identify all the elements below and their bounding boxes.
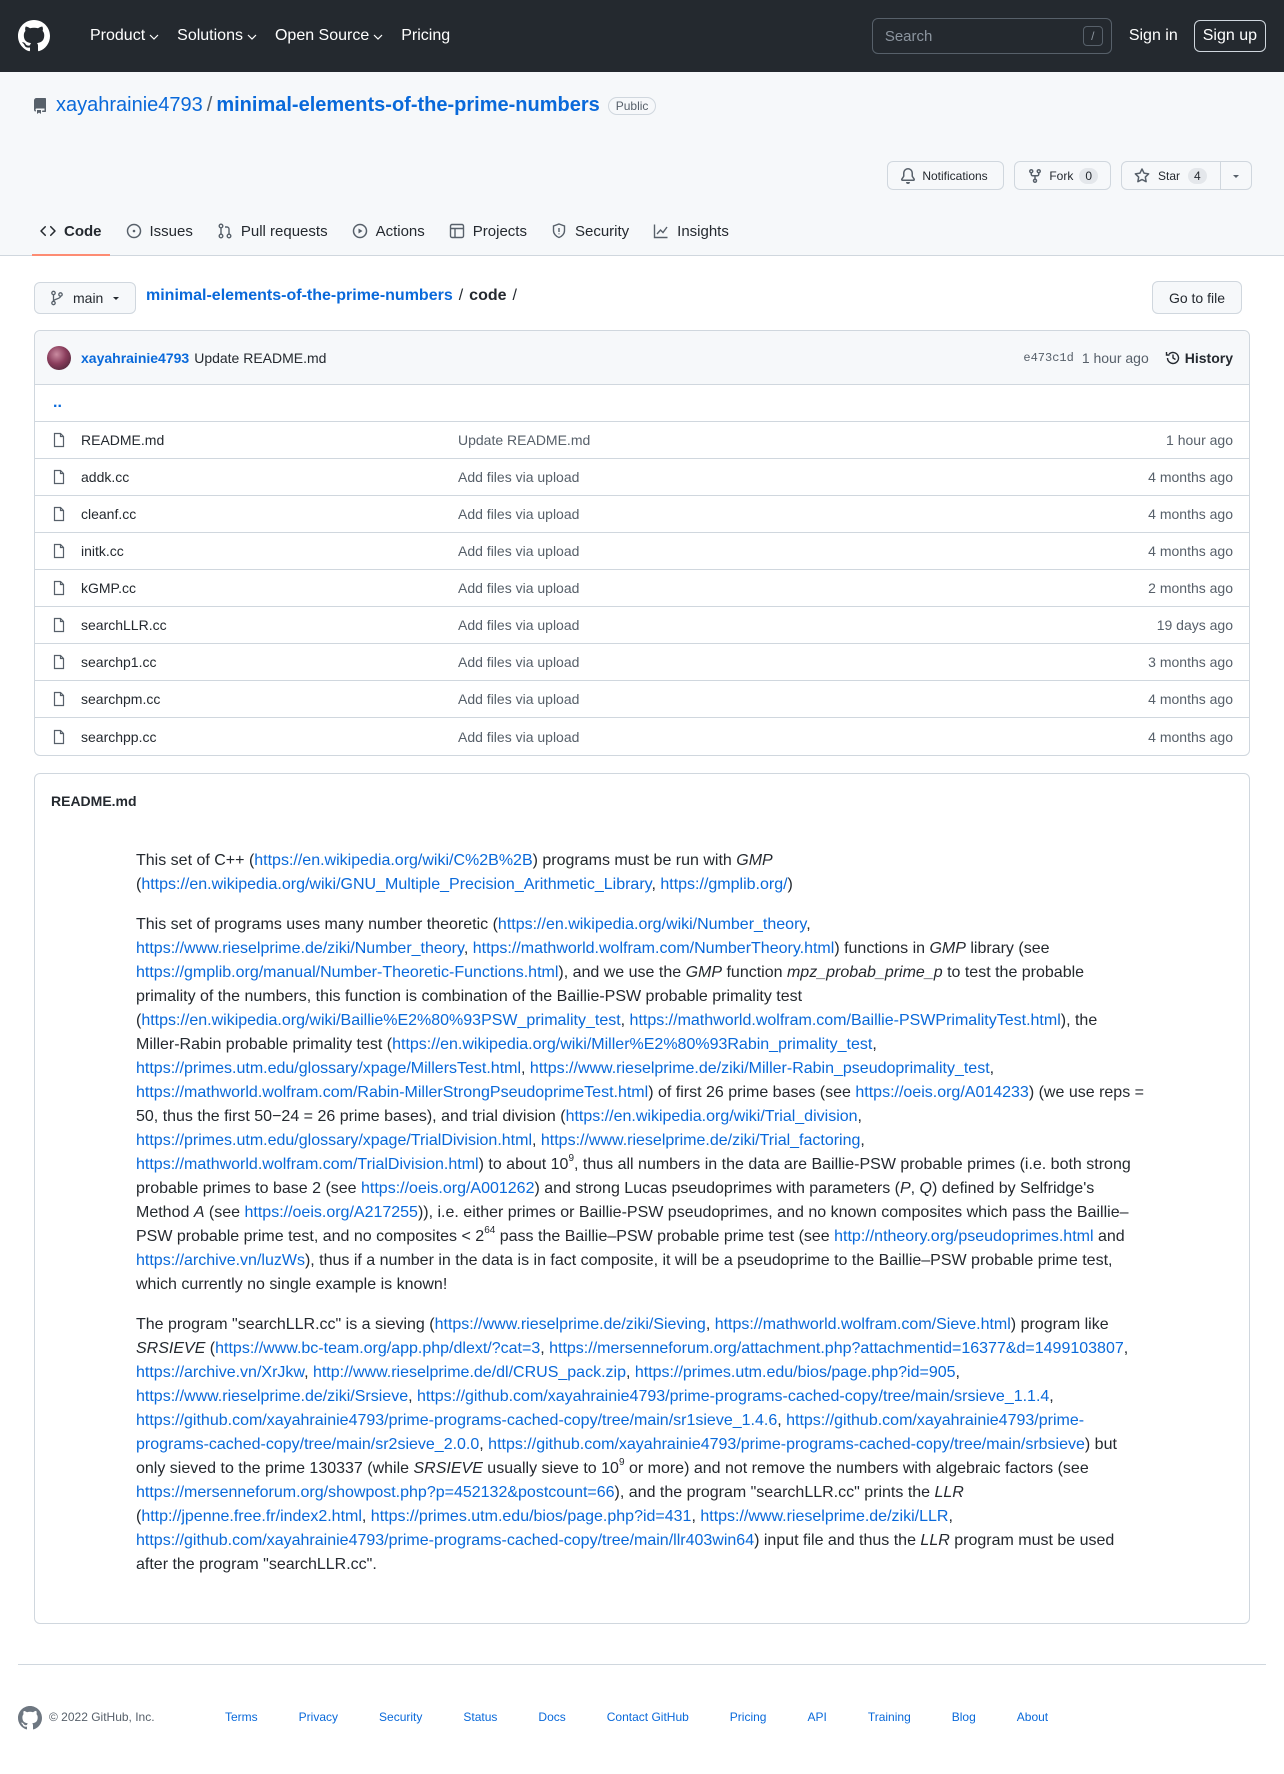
repo-path-separator: / (206, 94, 213, 116)
nav-product[interactable] (90, 27, 159, 45)
readme-italic-text: mpz_probab_prime_p (786, 964, 943, 981)
readme-panel (34, 773, 1250, 1624)
code-icon (40, 223, 56, 239)
readme-italic-text: GMP (685, 964, 723, 981)
repo-actions (887, 161, 1252, 190)
tab-issues[interactable] (118, 207, 201, 255)
file-name-link[interactable]: cleanf.cc (81, 506, 137, 522)
nav-pricing[interactable] (401, 27, 450, 45)
readme-link[interactable]: http://www.rieselprime.de/dl/CRUS_pack.zip (312, 1364, 626, 1381)
readme-italic-text: GMP (929, 940, 966, 957)
readme-text: , (651, 876, 661, 893)
bell-icon (900, 168, 916, 184)
file-commit-message-link[interactable]: Add files via upload (458, 691, 580, 707)
top-navbar (0, 0, 1284, 72)
file-row (35, 644, 1249, 681)
readme-text: , (625, 1364, 635, 1381)
file-icon (51, 469, 67, 485)
readme-italic-text: Q (919, 1180, 932, 1197)
readme-italic-text: P (899, 1180, 911, 1197)
breadcrumb-row (0, 256, 1284, 330)
file-age: 3 months ago (1148, 654, 1233, 670)
readme-text: ) program like (1010, 1316, 1109, 1333)
file-name-link[interactable]: README.md (81, 432, 165, 448)
file-row (35, 681, 1249, 718)
readme-link[interactable]: https://archive.vn/XrJkw (136, 1364, 305, 1381)
tab-insights[interactable] (645, 207, 737, 255)
sign-in-link[interactable]: Sign in (1128, 27, 1178, 44)
github-logo-icon[interactable] (18, 20, 50, 52)
file-commit-message-link[interactable]: Add files via upload (458, 728, 580, 745)
chevron-down-icon (247, 32, 257, 42)
visibility-badge: Public (608, 97, 657, 115)
readme-link[interactable]: https://archive.vn/luzWs (136, 1252, 305, 1269)
file-row (35, 422, 1249, 459)
readme-link[interactable]: https://gmplib.org/ (660, 876, 788, 893)
readme-text: , (1123, 1340, 1129, 1357)
readme-text: program must be used after the program "searchLLR.cc". (136, 1532, 1115, 1573)
nav-solutions-label: Solutions (177, 27, 243, 44)
readme-italic-text: LLR (920, 1532, 950, 1549)
readme-link[interactable]: https://www.rieselprime.de/ziki/Number_theory (136, 940, 464, 957)
file-row (35, 718, 1249, 755)
file-commit-message-link[interactable]: Add files via upload (458, 469, 580, 485)
repo-header (0, 72, 1284, 256)
file-row (35, 496, 1249, 533)
readme-text: , (304, 1364, 313, 1381)
footer-link-status[interactable]: Status (463, 1710, 498, 1724)
readme-link[interactable]: https://primes.utm.edu/glossary/xpage/TrialDivision.html (136, 1132, 532, 1149)
readme-link[interactable]: http://jpenne.free.fr/index2.html (141, 1508, 362, 1525)
readme-text: )), i.e. either primes or Baillie-PSW pseudoprimes, and no known composites which pass the Baillie–PSW probable prime test, and no composites < 2 (136, 1204, 1129, 1245)
graph-icon (653, 223, 669, 239)
readme-text: ) defined by Selfridge's Method (136, 1180, 1095, 1221)
fork-label: Fork (1049, 168, 1074, 183)
readme-link[interactable]: https://github.com/xayahrainie4793/prime-programs-cached-copy/tree/main/sr2sieve_2.0.0 (136, 1412, 1085, 1453)
readme-link[interactable]: https://primes.utm.edu/bios/page.php?id=905 (634, 1364, 956, 1381)
readme-link[interactable]: https://en.wikipedia.org/wiki/Trial_division (565, 1108, 858, 1125)
readme-text: , (872, 1036, 877, 1053)
readme-text: , (955, 1364, 960, 1381)
readme-text: , (361, 1508, 371, 1525)
tab-pull-requests[interactable] (209, 207, 336, 255)
readme-text: library (see (965, 940, 1050, 957)
readme-text: , (532, 1132, 541, 1149)
readme-link[interactable]: https://mersenneforum.org/showpost.php?p=452132&postcount=66 (136, 1484, 615, 1501)
readme-text: ) (787, 876, 793, 893)
fork-icon (1027, 168, 1043, 184)
file-age: 4 months ago (1148, 506, 1233, 522)
readme-text: This set of programs uses many number theoretic ( (136, 916, 498, 933)
notifications-button[interactable] (887, 161, 1004, 190)
footer-link-about[interactable]: About (1016, 1710, 1049, 1724)
readme-link[interactable]: https://en.wikipedia.org/wiki/C%2B%2B (254, 852, 533, 869)
notifications-label: Notifications (922, 168, 988, 183)
readme-link[interactable]: https://primes.utm.edu/bios/page.php?id=431 (370, 1508, 692, 1525)
readme-link[interactable]: https://oeis.org/A014233 (855, 1084, 1029, 1101)
readme-link[interactable]: https://www.bc-team.org/app.php/dlext/?cat=3 (215, 1340, 541, 1357)
star-count: 4 (1188, 168, 1207, 184)
readme-text: ) but only sieved to the prime 130337 (while (136, 1436, 1117, 1477)
tab-pull-requests-label: Pull requests (240, 222, 328, 240)
file-name-link[interactable]: searchp1.cc (81, 654, 157, 670)
history-link[interactable] (1165, 350, 1233, 366)
readme-link[interactable]: https://oeis.org/A217255 (244, 1204, 418, 1221)
readme-text: , (860, 1132, 865, 1149)
history-label: History (1184, 349, 1233, 366)
footer-link-privacy[interactable]: Privacy (298, 1710, 339, 1724)
file-browser (34, 330, 1250, 756)
readme-paragraph (136, 849, 1144, 897)
commit-age: 1 hour ago (1081, 349, 1149, 366)
file-age: 4 months ago (1148, 691, 1233, 707)
file-name-link[interactable]: searchpp.cc (81, 728, 157, 745)
breadcrumb-root-link[interactable]: minimal-elements-of-the-prime-numbers (146, 287, 453, 304)
readme-link[interactable]: https://primes.utm.edu/glossary/xpage/MillersTest.html (136, 1060, 522, 1077)
readme-link[interactable]: https://mathworld.wolfram.com/Rabin-MillerStrongPseudoprimeTest.html (136, 1084, 649, 1101)
readme-superscript: 64 (484, 1224, 496, 1236)
readme-text: (see (204, 1204, 245, 1221)
readme-link[interactable]: https://www.rieselprime.de/ziki/Sieving (434, 1316, 706, 1333)
readme-text: ) programs must be run with (532, 852, 737, 869)
readme-text: , (948, 1508, 953, 1525)
nav-pricing-label: Pricing (401, 27, 451, 44)
readme-text: , (408, 1388, 417, 1405)
footer-link-terms[interactable]: Terms (225, 1710, 258, 1724)
star-list-dropdown[interactable] (1221, 161, 1252, 190)
readme-link[interactable]: https://en.wikipedia.org/wiki/Baillie%E2%80%93PSW_primality_test (141, 1012, 621, 1029)
readme-text: , (620, 1012, 630, 1029)
tab-projects[interactable] (441, 207, 535, 255)
footer-link-docs[interactable]: Docs (538, 1710, 566, 1724)
readme-italic-text: SRSIEVE (136, 1340, 206, 1357)
file-name-link[interactable]: kGMP.cc (81, 580, 136, 596)
readme-text: , (1049, 1388, 1054, 1405)
file-row (35, 533, 1249, 570)
readme-italic-text: GMP (736, 852, 773, 869)
file-icon (51, 506, 67, 522)
issue-icon (126, 223, 142, 239)
search-placeholder: Search (884, 27, 933, 45)
tab-security[interactable] (543, 207, 637, 255)
readme-text: ) (we use reps = 50, thus the first 50−24 = 26 prime bases), and trial division ( (136, 1084, 1144, 1125)
readme-link[interactable]: https://github.com/xayahrainie4793/prime-programs-cached-copy/tree/main/llr403win64 (136, 1532, 755, 1549)
readme-text: , (857, 1108, 862, 1125)
branch-name: main (73, 290, 104, 306)
readme-text: ( (136, 876, 142, 893)
pull-request-icon (217, 223, 233, 239)
star-button[interactable] (1121, 161, 1221, 190)
readme-text: ) to about 10 (478, 1156, 569, 1173)
page-footer (18, 1664, 1266, 1774)
footer-link-blog[interactable]: Blog (951, 1710, 976, 1724)
file-name-link[interactable]: searchLLR.cc (81, 617, 167, 633)
file-name-link[interactable]: initk.cc (81, 543, 124, 559)
chevron-down-icon (149, 32, 159, 42)
readme-text: This set of C++ ( (136, 852, 255, 869)
star-icon (1134, 168, 1150, 184)
readme-text: ), thus if a number in the data is in fact composite, it will be a pseudoprime to the Baillie–PSW probable prime test, which currently no single example is known! (136, 1252, 1113, 1293)
nav-open-source-label: Open Source (274, 27, 370, 44)
fork-button[interactable] (1014, 161, 1111, 190)
file-commit-message-link[interactable]: Add files via upload (458, 654, 580, 670)
readme-link[interactable]: https://mathworld.wolfram.com/TrialDivision.html (136, 1156, 479, 1173)
tab-code-label: Code (64, 222, 102, 240)
readme-link[interactable]: https://www.rieselprime.de/ziki/Srsieve (136, 1388, 409, 1405)
readme-text: , thus all numbers in the data are Baillie-PSW probable primes (i.e. both strong probable primes to base 2 (see (136, 1156, 1131, 1197)
play-icon (352, 223, 368, 239)
readme-text: ) input file and thus the (754, 1532, 921, 1549)
file-age: 4 months ago (1148, 469, 1233, 485)
readme-link[interactable]: https://en.wikipedia.org/wiki/Miller%E2%80%93Rabin_primality_test (392, 1036, 873, 1053)
file-age: 1 hour ago (1166, 432, 1233, 448)
readme-link[interactable]: https://github.com/xayahrainie4793/prime-programs-cached-copy/tree/main/srsieve_1.1.4 (416, 1388, 1050, 1405)
file-icon (51, 543, 67, 559)
tab-projects-label: Projects (472, 222, 527, 240)
file-commit-message-link[interactable]: Add files via upload (458, 580, 580, 596)
readme-text: and (1093, 1228, 1125, 1245)
readme-italic-text: SRSIEVE (413, 1460, 483, 1477)
repo-icon (32, 98, 48, 114)
star-group (1121, 161, 1252, 190)
readme-italic-text: A (193, 1204, 205, 1221)
file-icon (51, 691, 67, 707)
footer-link-pricing[interactable]: Pricing (729, 1710, 767, 1724)
fork-count: 0 (1079, 168, 1098, 184)
caret-down-icon (1231, 171, 1241, 181)
readme-text: , (521, 1060, 530, 1077)
nav-solutions[interactable] (177, 27, 257, 45)
breadcrumb-separator: / (512, 287, 517, 304)
readme-text: , (989, 1060, 995, 1077)
readme-link[interactable]: https://oeis.org/A001262 (361, 1180, 535, 1197)
footer-link-contact-github[interactable]: Contact GitHub (606, 1710, 689, 1724)
file-icon (51, 617, 67, 633)
repo-title (32, 72, 1252, 120)
readme-text: ), the Miller-Rabin probable primality test ( (136, 1012, 1098, 1053)
file-age: 19 days ago (1156, 617, 1233, 633)
readme-link[interactable]: https://mathworld.wolfram.com/Sieve.html (714, 1316, 1011, 1333)
readme-text: , (691, 1508, 701, 1525)
readme-text: ( (205, 1340, 216, 1357)
commit-sha-link[interactable]: e473c1d (1023, 350, 1074, 365)
readme-text: , (540, 1340, 550, 1357)
readme-text: , (463, 940, 473, 957)
readme-link[interactable]: https://www.rieselprime.de/ziki/LLR (700, 1508, 949, 1525)
shield-icon (551, 223, 567, 239)
tab-insights-label: Insights (677, 222, 729, 240)
readme-text: ), and the program "searchLLR.cc" prints the (614, 1484, 935, 1501)
tab-code[interactable] (32, 207, 110, 255)
readme-link[interactable]: https://www.rieselprime.de/ziki/Trial_factoring (540, 1132, 861, 1149)
search-shortcut-key: / (1083, 26, 1103, 46)
nav-product-label: Product (90, 27, 146, 44)
caret-down-icon (111, 293, 121, 303)
file-icon (51, 432, 67, 448)
readme-paragraph (136, 913, 1144, 1297)
footer-link-training[interactable]: Training (867, 1710, 911, 1724)
file-list (35, 422, 1249, 755)
readme-text: ) and strong Lucas pseudoprimes with parameters ( (534, 1180, 900, 1197)
readme-link[interactable]: https://gmplib.org/manual/Number-Theoretic-Functions.html (136, 964, 559, 981)
readme-link[interactable]: https://mersenneforum.org/attachment.php?attachmentid=16377&d=1499103807 (549, 1340, 1124, 1357)
tab-issues-label: Issues (149, 222, 193, 240)
readme-italic-text: LLR (934, 1484, 964, 1501)
readme-text: , (910, 1180, 920, 1197)
readme-superscript: 9 (618, 1456, 625, 1468)
github-logo-icon[interactable] (18, 1706, 42, 1730)
file-commit-message-link[interactable]: Add files via upload (458, 543, 580, 559)
latest-commit-bar (35, 331, 1249, 385)
readme-link[interactable]: https://github.com/xayahrainie4793/prime-programs-cached-copy/tree/main/srbsieve (488, 1436, 1085, 1453)
readme-text: to test the probable primality of the numbers, this function is combination of the Baillie-PSW probable primality test ( (136, 964, 1085, 1029)
footer-links (225, 1710, 1089, 1724)
star-label: Star (1158, 168, 1181, 183)
branch-select-button[interactable] (34, 282, 136, 314)
readme-text: The program "searchLLR.cc" is a sieving ( (136, 1316, 435, 1333)
tab-actions[interactable] (344, 207, 433, 255)
file-commit-message-link[interactable]: Update README.md (458, 432, 591, 448)
file-age: 4 months ago (1148, 543, 1233, 559)
readme-superscript: 9 (568, 1152, 575, 1164)
commit-message-link[interactable]: Update README.md (194, 349, 327, 366)
file-icon (51, 580, 67, 596)
footer-copyright: © 2022 GitHub, Inc. (49, 1710, 155, 1724)
readme-text: ( (136, 1508, 142, 1525)
avatar[interactable] (47, 346, 71, 370)
readme-link[interactable]: https://en.wikipedia.org/wiki/GNU_Multiple_Precision_Arithmetic_Library (141, 876, 652, 893)
commit-author-link[interactable]: xayahrainie4793 (81, 349, 190, 366)
readme-text: usually sieve to 10 (482, 1460, 619, 1477)
file-icon (51, 654, 67, 670)
repo-owner-link[interactable]: xayahrainie4793 (56, 94, 203, 116)
table-icon (449, 223, 465, 239)
breadcrumb-separator: / (458, 287, 464, 304)
go-to-file-button[interactable]: Go to file (1152, 281, 1242, 314)
sign-up-button[interactable]: Sign up (1194, 20, 1266, 52)
readme-text: function (722, 964, 787, 981)
tab-security-label: Security (574, 222, 630, 240)
branch-icon (49, 290, 65, 306)
file-row (35, 570, 1249, 607)
file-age: 4 months ago (1148, 728, 1233, 745)
file-age: 2 months ago (1148, 580, 1233, 596)
file-commit-message-link[interactable]: Add files via upload (458, 506, 580, 522)
footer-link-security[interactable]: Security (379, 1710, 423, 1724)
tab-actions-label: Actions (375, 222, 425, 240)
readme-link[interactable]: https://github.com/xayahrainie4793/prime-programs-cached-copy/tree/main/sr1sieve_1.4.6 (136, 1412, 778, 1429)
search-input[interactable] (872, 18, 1112, 54)
file-name-link[interactable]: addk.cc (81, 469, 130, 485)
readme-title: README.md (51, 793, 137, 809)
breadcrumb-current: code (469, 287, 507, 304)
readme-text: ), and we use the (558, 964, 686, 981)
repo-name-link[interactable]: minimal-elements-of-the-prime-numbers (216, 94, 600, 116)
history-icon (1165, 350, 1181, 366)
parent-directory-link[interactable]: .. (35, 385, 1249, 422)
readme-text: , (479, 1436, 489, 1453)
file-commit-message-link[interactable]: Add files via upload (458, 617, 580, 633)
readme-link[interactable]: https://en.wikipedia.org/wiki/Number_theory (497, 916, 807, 933)
readme-content (35, 828, 1249, 1577)
readme-link[interactable]: https://mathworld.wolfram.com/NumberTheory.html (472, 940, 835, 957)
readme-text: ) functions in (834, 940, 930, 957)
readme-link[interactable]: https://mathworld.wolfram.com/Baillie-PSWPrimalityTest.html (629, 1012, 1061, 1029)
breadcrumb (146, 287, 517, 305)
readme-text: ) of first 26 prime bases (see (648, 1084, 856, 1101)
main-nav (90, 27, 468, 45)
file-icon (51, 729, 67, 745)
nav-open-source[interactable] (275, 27, 383, 45)
readme-link[interactable]: http://ntheory.org/pseudoprimes.html (834, 1228, 1094, 1245)
repo-tabs (32, 207, 745, 255)
commit-meta (1023, 350, 1233, 366)
readme-paragraph (136, 1313, 1144, 1577)
file-name-link[interactable]: searchpm.cc (81, 691, 161, 707)
chevron-down-icon (373, 32, 383, 42)
readme-text: , (806, 916, 811, 933)
readme-link[interactable]: https://www.rieselprime.de/ziki/Miller-Rabin_pseudoprimality_test (529, 1060, 990, 1077)
file-row (35, 607, 1249, 644)
readme-text: , (777, 1412, 787, 1429)
readme-text: or more) and not remove the numbers with algebraic factors (see (624, 1460, 1089, 1477)
readme-text: pass the Baillie–PSW probable prime test (see (495, 1228, 835, 1245)
file-row (35, 459, 1249, 496)
readme-text: , (705, 1316, 715, 1333)
footer-link-api[interactable]: API (807, 1710, 827, 1724)
